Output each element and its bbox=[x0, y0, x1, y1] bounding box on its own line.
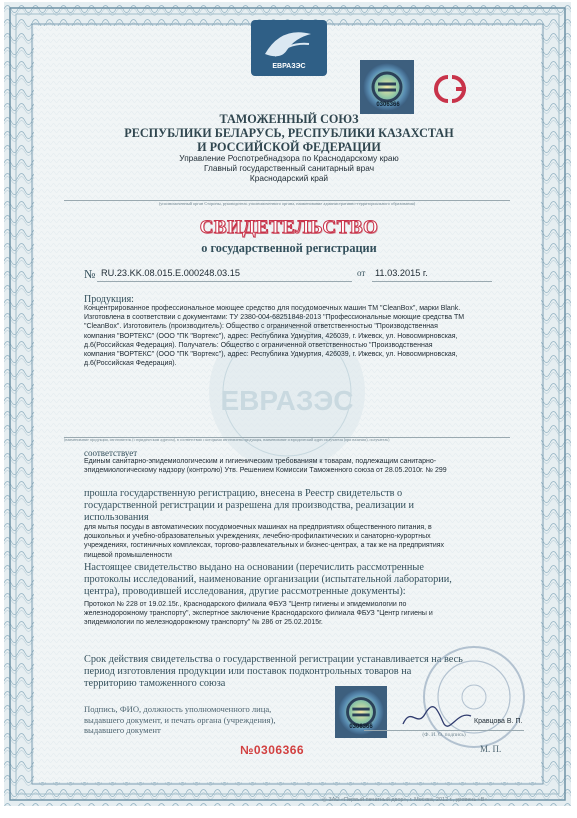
product-caption: (наименование продукции, изготовитель (с юридическим адресом), в соответствии с которыми изготовлена продукция, наименование и юридический адрес получателя (при наличии), получатель) bbox=[64, 438, 390, 442]
basis-line: центра), проводившей исследования, другие рассмотренные документы): bbox=[84, 586, 406, 597]
signature-label-line: выдавшего документ bbox=[84, 725, 161, 735]
authority-line: Краснодарский край bbox=[249, 173, 329, 183]
number-rule bbox=[97, 281, 352, 282]
seal-place-label: М. П. bbox=[480, 744, 502, 754]
validity-line: территорию таможенного союза bbox=[84, 678, 226, 689]
product-line: компания "ВОРТЕКС" (ООО "ПК "Вортекс"), адрес: Республика Удмуртия, 426039, г. Ижевск, ул. Новосмирновская, bbox=[84, 351, 458, 359]
union-title-line: ТАМОЖЕННЫЙ СОЮЗ bbox=[219, 112, 359, 126]
hologram-code-bottom: 0306366 bbox=[349, 724, 373, 730]
conformity-mark-icon bbox=[426, 72, 474, 106]
product-line: компания "ВОРТЕКС" (ООО "ПК "Вортекс"), адрес: Республика Удмуртия, 426039, г. Ижевск, ул. Новосмирновская, bbox=[84, 332, 458, 340]
product-line: Изготовлена в соответствии с документами: ТУ 2380-004-68251848-2013 "Профессиональные моющие средства ТМ bbox=[84, 314, 465, 322]
basis-doc-line: Протокол № 228 от 19.02.15г., Краснодарского филиала ФБУЗ "Центр гигиены и эпидемиологии по bbox=[84, 601, 407, 608]
conformity-label: соответствует bbox=[84, 448, 138, 458]
emblem-caption: ЕВРАЗЭС bbox=[272, 63, 306, 70]
product-line: "CleanBox". Изготовитель (производитель): Общество с ограниченной ответственностью "Производственная bbox=[84, 323, 438, 331]
basis-line: Настоящее свидетельство выдано на основании (перечислить рассмотренные bbox=[84, 562, 424, 573]
union-title-line: И РОССИЙСКОЙ ФЕДЕРАЦИИ bbox=[197, 140, 381, 154]
basis-doc-line: эпидемиологии по железнодорожному транспорту" № 286 от 25.02.2015г. bbox=[84, 619, 323, 627]
handwritten-signature bbox=[399, 702, 479, 732]
conformity-line: эпидемиологическому надзору (контролю) Утв. Решением Комиссии Таможенного союза от 28.05.2010г. № 299 bbox=[84, 467, 447, 475]
signature-rule bbox=[364, 730, 524, 731]
hologram-code-top: 0306366 bbox=[376, 102, 400, 108]
product-line: Концентрированное профессиональное моющее средство для посудомоечных машин ТМ "CleanBox", марки Blank. bbox=[84, 305, 461, 312]
usage-line: учреждениях, гостиничных комплексах, торгово-развлекательных и бизнес-центрах, а так же на предприятиях bbox=[84, 542, 445, 550]
validity-line: период изготовления продукции или поставок подконтрольных товаров на bbox=[84, 666, 412, 677]
signatory-name: Кравцова В. П. bbox=[474, 718, 523, 725]
union-title bbox=[94, 112, 484, 154]
registration-line: прошла государственную регистрацию, внесена в Реестр свидетельств о bbox=[84, 488, 403, 499]
union-title-line: РЕСПУБЛИКИ БЕЛАРУСЬ, РЕСПУБЛИКИ КАЗАХСТАН bbox=[124, 126, 454, 140]
serial-number: №0306366 bbox=[240, 743, 305, 757]
usage-line: пищевой промышленности bbox=[84, 551, 172, 559]
date-rule bbox=[372, 281, 492, 282]
authority-line: Управление Роспотребнадзора по Краснодарскому краю bbox=[179, 153, 399, 163]
basis-statement bbox=[84, 562, 526, 598]
basis-line: протоколы исследований, наименование организации (испытательной лаборатории, bbox=[84, 574, 452, 585]
product-description bbox=[84, 304, 524, 368]
document-subtitle: о государственной регистрации bbox=[201, 241, 377, 255]
registration-line: использования bbox=[84, 512, 149, 523]
usage-description bbox=[84, 523, 524, 560]
conformity-text bbox=[84, 457, 514, 475]
date-label: от bbox=[357, 268, 366, 278]
registration-statement bbox=[84, 488, 526, 524]
authority-line: Главный государственный санитарный врач bbox=[203, 163, 375, 173]
authority-caption: (уполномоченный орган Стороны, руководитель уполномоченного органа, наименование административно-территориального образования) bbox=[158, 201, 416, 206]
svg-text:ЕВРАЗЭС: ЕВРАЗЭС bbox=[220, 385, 354, 416]
registration-number: RU.23.KK.08.015.E.000248.03.15 bbox=[101, 268, 240, 278]
signature-label-line: Подпись, ФИО, должность уполномоченного лица, bbox=[84, 704, 272, 714]
basis-documents bbox=[84, 600, 524, 628]
usage-line: дошкольных и учебно-образовательных учреждениях, лечебно-профилактических и санаторно-курортных bbox=[84, 533, 431, 541]
usage-line: для мытья посуды в автоматических посудомоечных машинах на предприятиях общественного питания, в bbox=[84, 524, 432, 531]
registration-line: государственной регистрации и разрешена для производства, реализации и bbox=[84, 500, 415, 511]
registration-date: 11.03.2015 г. bbox=[375, 268, 428, 278]
product-line: д.6(Российская Федерация). bbox=[84, 360, 177, 368]
printer-footer: ◎ ЗАО «Первый печатный двор», г. Москва, 2012 г., уровень «В» bbox=[322, 797, 488, 803]
product-line: д.6(Российская Федерация). Получатель: Общество с ограниченной ответственностью "Производственная bbox=[84, 341, 433, 349]
signature-caption: (Ф. И. О. подпись) bbox=[422, 732, 466, 738]
signature-label-line: выдавшего документ, и печать органа (учреждения), bbox=[84, 714, 276, 725]
signature-label bbox=[84, 704, 334, 736]
conformity-line: Единым санитарно-эпидемиологическим и гигиеническим требованиям к товарам, подлежащим санитарно- bbox=[84, 458, 437, 465]
product-label: Продукция: bbox=[84, 294, 134, 305]
basis-doc-line: железнодорожному транспорту", экспертное заключение Краснодарского филиала ФБУЗ "Центр гигиены и bbox=[84, 610, 433, 618]
certificate-page bbox=[4, 2, 571, 806]
validity-line: Срок действия свидетельства о государственной регистрации устанавливается на весь bbox=[84, 654, 463, 665]
document-title: СВИДЕТЕЛЬСТВО bbox=[199, 217, 379, 238]
number-label: № bbox=[84, 267, 96, 281]
authority-block bbox=[124, 153, 454, 183]
